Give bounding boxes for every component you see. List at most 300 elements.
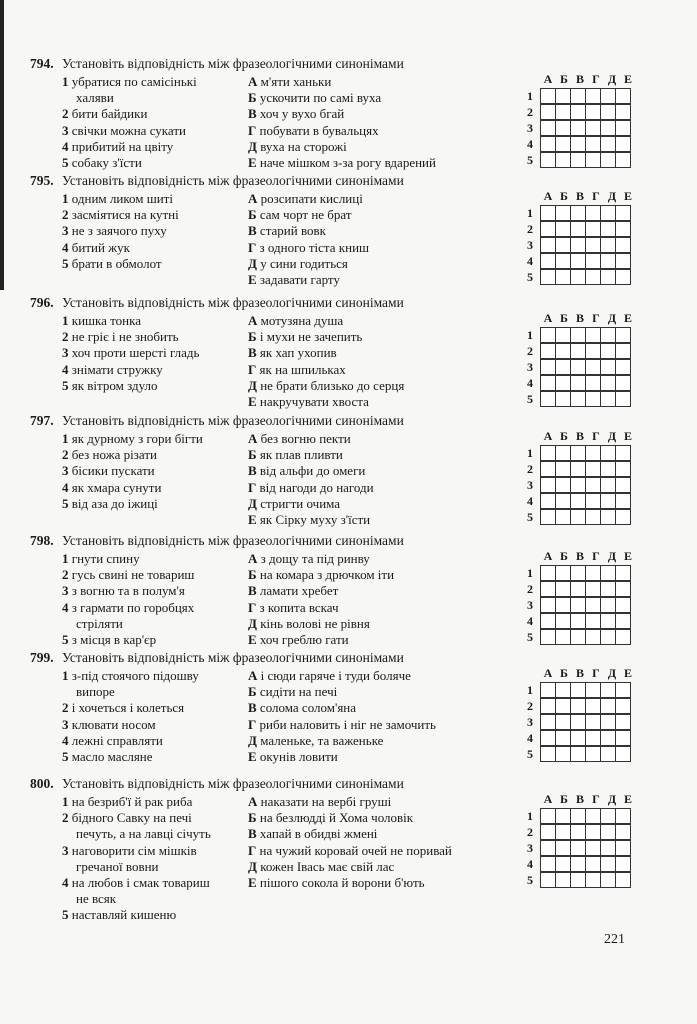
answer-cell[interactable] <box>585 88 601 104</box>
answer-cell[interactable] <box>555 581 571 597</box>
answer-cell[interactable] <box>615 343 631 359</box>
answer-cell[interactable] <box>600 872 616 888</box>
item-number: 4 <box>62 875 69 891</box>
answer-cell[interactable] <box>615 461 631 477</box>
answer-cell[interactable] <box>600 461 616 477</box>
answer-cell[interactable] <box>570 682 586 698</box>
answer-cell[interactable] <box>555 375 571 391</box>
exercise-header <box>30 56 404 72</box>
answer-cell[interactable] <box>540 445 556 461</box>
answer-cell[interactable] <box>600 746 616 762</box>
answer-cell[interactable] <box>540 840 556 856</box>
item-text: випоре <box>76 684 115 700</box>
answer-cell[interactable] <box>600 856 616 872</box>
answer-cell[interactable] <box>570 808 586 824</box>
answer-cell[interactable] <box>585 152 601 168</box>
item-letter: Е <box>248 394 257 410</box>
answer-cell[interactable] <box>570 840 586 856</box>
answer-cell[interactable] <box>555 237 571 253</box>
answer-cell[interactable] <box>600 698 616 714</box>
answer-cell[interactable] <box>615 136 631 152</box>
grid-row-label: 3 <box>527 120 533 135</box>
right-column <box>248 668 436 765</box>
right-item <box>248 512 374 528</box>
answer-cell[interactable] <box>540 565 556 581</box>
answer-cell[interactable] <box>585 477 601 493</box>
answer-cell[interactable] <box>615 269 631 285</box>
grid-column-label: Б <box>560 72 568 86</box>
answer-cell[interactable] <box>540 237 556 253</box>
item-number: 1 <box>62 431 69 446</box>
answer-cell[interactable] <box>570 613 586 629</box>
answer-cell[interactable] <box>585 581 601 597</box>
answer-cell[interactable] <box>600 509 616 525</box>
answer-cell[interactable] <box>615 205 631 221</box>
answer-cell[interactable] <box>585 597 601 613</box>
item-text: хапай в обидві жмені <box>259 826 378 842</box>
answer-cell[interactable] <box>615 253 631 269</box>
left-item <box>62 155 197 171</box>
right-item <box>248 826 452 842</box>
grid-row-label: 4 <box>527 730 533 745</box>
right-column <box>248 74 436 171</box>
answer-cell[interactable] <box>540 391 556 407</box>
answer-cell[interactable] <box>600 714 616 730</box>
grid-row <box>527 808 631 824</box>
answer-cell[interactable] <box>570 730 586 746</box>
item-text: від аза до іжиці <box>71 495 158 511</box>
answer-cell[interactable] <box>570 714 586 730</box>
answer-cell[interactable] <box>555 824 571 840</box>
answer-cell[interactable] <box>615 477 631 493</box>
left-item <box>62 313 199 329</box>
item-text: розсипати кислиці <box>260 191 363 206</box>
answer-cell[interactable] <box>540 359 556 375</box>
answer-cell[interactable] <box>570 746 586 762</box>
right-item <box>248 90 436 106</box>
answer-cell[interactable] <box>555 682 571 698</box>
answer-cell[interactable] <box>570 88 586 104</box>
answer-cell[interactable] <box>615 746 631 762</box>
answer-cell[interactable] <box>615 493 631 509</box>
answer-cell[interactable] <box>615 359 631 375</box>
answer-cell[interactable] <box>615 698 631 714</box>
grid-column-label: В <box>575 666 584 680</box>
answer-cell[interactable] <box>570 629 586 645</box>
answer-cell[interactable] <box>585 714 601 730</box>
answer-cell[interactable] <box>615 872 631 888</box>
right-item <box>248 223 369 239</box>
answer-cell[interactable] <box>615 597 631 613</box>
answer-cell[interactable] <box>570 493 586 509</box>
answer-cell[interactable] <box>600 613 616 629</box>
answer-cell[interactable] <box>600 565 616 581</box>
answer-cell[interactable] <box>615 120 631 136</box>
answer-cell[interactable] <box>555 445 571 461</box>
answer-cell[interactable] <box>570 205 586 221</box>
answer-cell[interactable] <box>540 120 556 136</box>
answer-cell[interactable] <box>570 391 586 407</box>
answer-cell[interactable] <box>570 269 586 285</box>
answer-cell[interactable] <box>615 391 631 407</box>
item-text: прибитий на цвіту <box>71 138 174 154</box>
left-item <box>62 891 211 907</box>
answer-cell[interactable] <box>585 391 601 407</box>
answer-cell[interactable] <box>600 237 616 253</box>
right-item <box>248 329 404 345</box>
answer-cell[interactable] <box>585 730 601 746</box>
answer-cell[interactable] <box>600 253 616 269</box>
answer-cell[interactable] <box>540 824 556 840</box>
answer-cell[interactable] <box>585 872 601 888</box>
item-letter: Б <box>248 810 257 826</box>
answer-cell[interactable] <box>555 88 571 104</box>
answer-cell[interactable] <box>540 477 556 493</box>
exercise-instruction: Установіть відповідність між фразеологічними синонімами <box>62 413 404 428</box>
item-letter: В <box>248 583 257 599</box>
answer-cell[interactable] <box>540 746 556 762</box>
item-number: 5 <box>62 749 69 765</box>
answer-cell[interactable] <box>585 824 601 840</box>
answer-cell[interactable] <box>555 808 571 824</box>
answer-cell[interactable] <box>555 565 571 581</box>
answer-cell[interactable] <box>555 509 571 525</box>
answer-cell[interactable] <box>600 808 616 824</box>
left-item <box>62 106 197 122</box>
answer-cell[interactable] <box>615 237 631 253</box>
answer-cell[interactable] <box>600 136 616 152</box>
item-text: печуть, а на лавці січуть <box>76 826 211 842</box>
grid-row-label: 1 <box>527 88 533 103</box>
answer-cell[interactable] <box>600 327 616 343</box>
grid-column-label: В <box>575 549 584 563</box>
answer-cell[interactable] <box>600 343 616 359</box>
answer-cell[interactable] <box>570 445 586 461</box>
answer-cell[interactable] <box>585 840 601 856</box>
answer-cell[interactable] <box>570 359 586 375</box>
answer-cell[interactable] <box>585 629 601 645</box>
answer-cell[interactable] <box>570 872 586 888</box>
answer-cell[interactable] <box>555 840 571 856</box>
answer-cell[interactable] <box>555 597 571 613</box>
left-item <box>62 551 194 567</box>
answer-cell[interactable] <box>600 221 616 237</box>
answer-cell[interactable] <box>600 120 616 136</box>
answer-cell[interactable] <box>585 221 601 237</box>
answer-cell[interactable] <box>600 359 616 375</box>
answer-cell[interactable] <box>615 375 631 391</box>
item-number: 5 <box>62 377 69 393</box>
answer-cell[interactable] <box>555 152 571 168</box>
answer-cell[interactable] <box>555 104 571 120</box>
answer-cell[interactable] <box>540 714 556 730</box>
answer-cell[interactable] <box>585 509 601 525</box>
answer-cell[interactable] <box>540 682 556 698</box>
left-item <box>62 717 199 733</box>
scan-edge <box>0 0 4 290</box>
right-item <box>248 875 452 891</box>
answer-cell[interactable] <box>585 493 601 509</box>
answer-cell[interactable] <box>570 327 586 343</box>
answer-cell[interactable] <box>615 714 631 730</box>
answer-cell[interactable] <box>540 88 556 104</box>
answer-cell[interactable] <box>600 629 616 645</box>
answer-cell[interactable] <box>540 698 556 714</box>
answer-cell[interactable] <box>570 136 586 152</box>
answer-cell[interactable] <box>585 104 601 120</box>
answer-cell[interactable] <box>555 136 571 152</box>
answer-cell[interactable] <box>615 221 631 237</box>
answer-cell[interactable] <box>540 152 556 168</box>
answer-cell[interactable] <box>585 269 601 285</box>
item-number: 5 <box>62 495 69 511</box>
left-item <box>62 700 199 716</box>
item-letter: В <box>248 700 257 716</box>
answer-cell[interactable] <box>585 445 601 461</box>
item-text: свічки можна сукати <box>71 122 186 138</box>
item-number: 3 <box>62 842 69 858</box>
answer-cell[interactable] <box>600 445 616 461</box>
item-letter: В <box>248 826 257 842</box>
answer-cell[interactable] <box>615 88 631 104</box>
answer-cell[interactable] <box>585 253 601 269</box>
answer-cell[interactable] <box>555 613 571 629</box>
answer-cell[interactable] <box>570 104 586 120</box>
grid-row <box>527 746 631 762</box>
answer-cell[interactable] <box>555 343 571 359</box>
answer-cell[interactable] <box>615 565 631 581</box>
answer-cell[interactable] <box>555 269 571 285</box>
answer-cell[interactable] <box>600 205 616 221</box>
answer-cell[interactable] <box>555 205 571 221</box>
answer-cell[interactable] <box>540 221 556 237</box>
answer-cell[interactable] <box>540 493 556 509</box>
item-letter: Е <box>248 272 257 288</box>
answer-cell[interactable] <box>570 152 586 168</box>
answer-cell[interactable] <box>600 581 616 597</box>
answer-cell[interactable] <box>615 629 631 645</box>
answer-cell[interactable] <box>540 629 556 645</box>
answer-cell[interactable] <box>585 359 601 375</box>
left-item <box>62 496 203 512</box>
answer-cell[interactable] <box>585 343 601 359</box>
answer-cell[interactable] <box>585 808 601 824</box>
answer-cell[interactable] <box>570 461 586 477</box>
answer-cell[interactable] <box>600 269 616 285</box>
answer-cell[interactable] <box>555 872 571 888</box>
answer-cell[interactable] <box>600 682 616 698</box>
item-text: битий жук <box>71 239 130 255</box>
answer-cell[interactable] <box>540 269 556 285</box>
answer-cell[interactable] <box>540 253 556 269</box>
answer-cell[interactable] <box>585 565 601 581</box>
answer-cell[interactable] <box>615 856 631 872</box>
answer-cell[interactable] <box>600 840 616 856</box>
right-item <box>248 480 374 496</box>
grid-row <box>527 253 631 269</box>
exercise-number: 794. <box>30 56 54 71</box>
answer-cell[interactable] <box>555 746 571 762</box>
answer-cell[interactable] <box>585 746 601 762</box>
grid-row-label: 2 <box>527 343 533 358</box>
answer-cell[interactable] <box>555 629 571 645</box>
answer-cell[interactable] <box>570 253 586 269</box>
answer-cell[interactable] <box>600 597 616 613</box>
answer-cell[interactable] <box>570 698 586 714</box>
answer-cell[interactable] <box>555 359 571 375</box>
answer-cell[interactable] <box>540 343 556 359</box>
exercise-header <box>30 533 404 549</box>
answer-cell[interactable] <box>555 120 571 136</box>
answer-cell[interactable] <box>600 391 616 407</box>
grid-column-label: Е <box>623 189 632 203</box>
grid-column-label: Д <box>607 72 617 86</box>
answer-cell[interactable] <box>600 152 616 168</box>
answer-cell[interactable] <box>555 856 571 872</box>
answer-cell[interactable] <box>555 698 571 714</box>
answer-cell[interactable] <box>615 509 631 525</box>
answer-cell[interactable] <box>540 856 556 872</box>
item-letter: В <box>248 463 257 479</box>
answer-cell[interactable] <box>540 104 556 120</box>
answer-cell[interactable] <box>615 808 631 824</box>
answer-cell[interactable] <box>615 613 631 629</box>
left-column <box>62 551 194 648</box>
answer-cell[interactable] <box>570 565 586 581</box>
answer-cell[interactable] <box>540 872 556 888</box>
item-number: 3 <box>62 345 69 361</box>
answer-cell[interactable] <box>600 104 616 120</box>
answer-cell[interactable] <box>585 375 601 391</box>
answer-cell[interactable] <box>615 327 631 343</box>
answer-cell[interactable] <box>585 856 601 872</box>
item-text: маленьке, та важеньке <box>260 732 384 748</box>
grid-row-label: 1 <box>527 327 533 342</box>
item-text: гречаної вовни <box>76 858 159 874</box>
answer-cell[interactable] <box>555 477 571 493</box>
answer-cell[interactable] <box>540 509 556 525</box>
answer-cell[interactable] <box>555 461 571 477</box>
answer-cell[interactable] <box>570 824 586 840</box>
answer-cell[interactable] <box>540 327 556 343</box>
answer-cell[interactable] <box>615 152 631 168</box>
answer-cell[interactable] <box>540 730 556 746</box>
answer-cell[interactable] <box>540 613 556 629</box>
answer-cell[interactable] <box>540 581 556 597</box>
grid-row <box>527 597 631 613</box>
answer-cell[interactable] <box>570 581 586 597</box>
answer-cell[interactable] <box>540 205 556 221</box>
answer-cell[interactable] <box>585 205 601 221</box>
answer-cell[interactable] <box>615 445 631 461</box>
item-text: не всяк <box>76 891 117 907</box>
answer-cell[interactable] <box>600 730 616 746</box>
grid-column-label: Б <box>560 311 568 325</box>
answer-cell[interactable] <box>555 714 571 730</box>
answer-cell[interactable] <box>600 375 616 391</box>
answer-cell[interactable] <box>570 375 586 391</box>
answer-cell[interactable] <box>615 730 631 746</box>
left-item <box>62 207 179 223</box>
answer-cell[interactable] <box>615 104 631 120</box>
answer-cell[interactable] <box>570 477 586 493</box>
grid-row <box>527 698 631 714</box>
right-item <box>248 378 404 394</box>
answer-cell[interactable] <box>615 840 631 856</box>
item-text: окунів ловити <box>259 749 338 765</box>
item-letter: Е <box>248 155 257 171</box>
answer-cell[interactable] <box>585 120 601 136</box>
item-text: сам чорт не брат <box>259 207 352 223</box>
answer-cell[interactable] <box>585 237 601 253</box>
item-number: 2 <box>62 567 69 583</box>
answer-cell[interactable] <box>555 253 571 269</box>
grid-row-label: 2 <box>527 698 533 713</box>
item-letter: В <box>248 345 257 361</box>
answer-cell[interactable] <box>540 136 556 152</box>
answer-cell[interactable] <box>615 824 631 840</box>
item-letter: А <box>248 431 258 446</box>
answer-cell[interactable] <box>555 221 571 237</box>
answer-cell[interactable] <box>540 808 556 824</box>
answer-cell[interactable] <box>540 375 556 391</box>
answer-cell[interactable] <box>585 682 601 698</box>
answer-cell[interactable] <box>570 856 586 872</box>
grid-column-label: Г <box>592 72 600 86</box>
item-text: наставляй кишеню <box>71 907 177 923</box>
answer-cell[interactable] <box>585 461 601 477</box>
answer-cell[interactable] <box>555 327 571 343</box>
answer-cell[interactable] <box>570 237 586 253</box>
answer-cell[interactable] <box>570 597 586 613</box>
answer-cell[interactable] <box>585 698 601 714</box>
right-item <box>248 362 404 378</box>
answer-cell[interactable] <box>600 88 616 104</box>
answer-cell[interactable] <box>615 682 631 698</box>
item-letter: Д <box>248 255 257 271</box>
answer-cell[interactable] <box>600 477 616 493</box>
answer-cell[interactable] <box>585 327 601 343</box>
answer-cell[interactable] <box>555 493 571 509</box>
answer-cell[interactable] <box>615 581 631 597</box>
answer-cell[interactable] <box>570 221 586 237</box>
right-item <box>248 700 436 716</box>
grid-row <box>527 682 631 698</box>
exercise-number: 800. <box>30 776 54 791</box>
answer-cell[interactable] <box>600 493 616 509</box>
answer-cell[interactable] <box>540 461 556 477</box>
answer-cell[interactable] <box>540 597 556 613</box>
answer-cell[interactable] <box>555 730 571 746</box>
right-item <box>248 733 436 749</box>
answer-cell[interactable] <box>570 120 586 136</box>
page-number: 221 <box>604 932 625 947</box>
answer-cell[interactable] <box>570 509 586 525</box>
left-item <box>62 875 211 891</box>
grid-column-label: В <box>575 792 584 806</box>
item-text: стригти очима <box>260 495 341 511</box>
grid-row-label: 1 <box>527 445 533 460</box>
item-text: собаку з'їсти <box>71 155 142 171</box>
answer-cell[interactable] <box>585 136 601 152</box>
answer-cell[interactable] <box>585 613 601 629</box>
grid-row <box>527 120 631 136</box>
answer-cell[interactable] <box>570 343 586 359</box>
answer-cell[interactable] <box>555 391 571 407</box>
grid-row-label: 4 <box>527 493 533 508</box>
left-item <box>62 826 211 842</box>
answer-cell[interactable] <box>600 824 616 840</box>
